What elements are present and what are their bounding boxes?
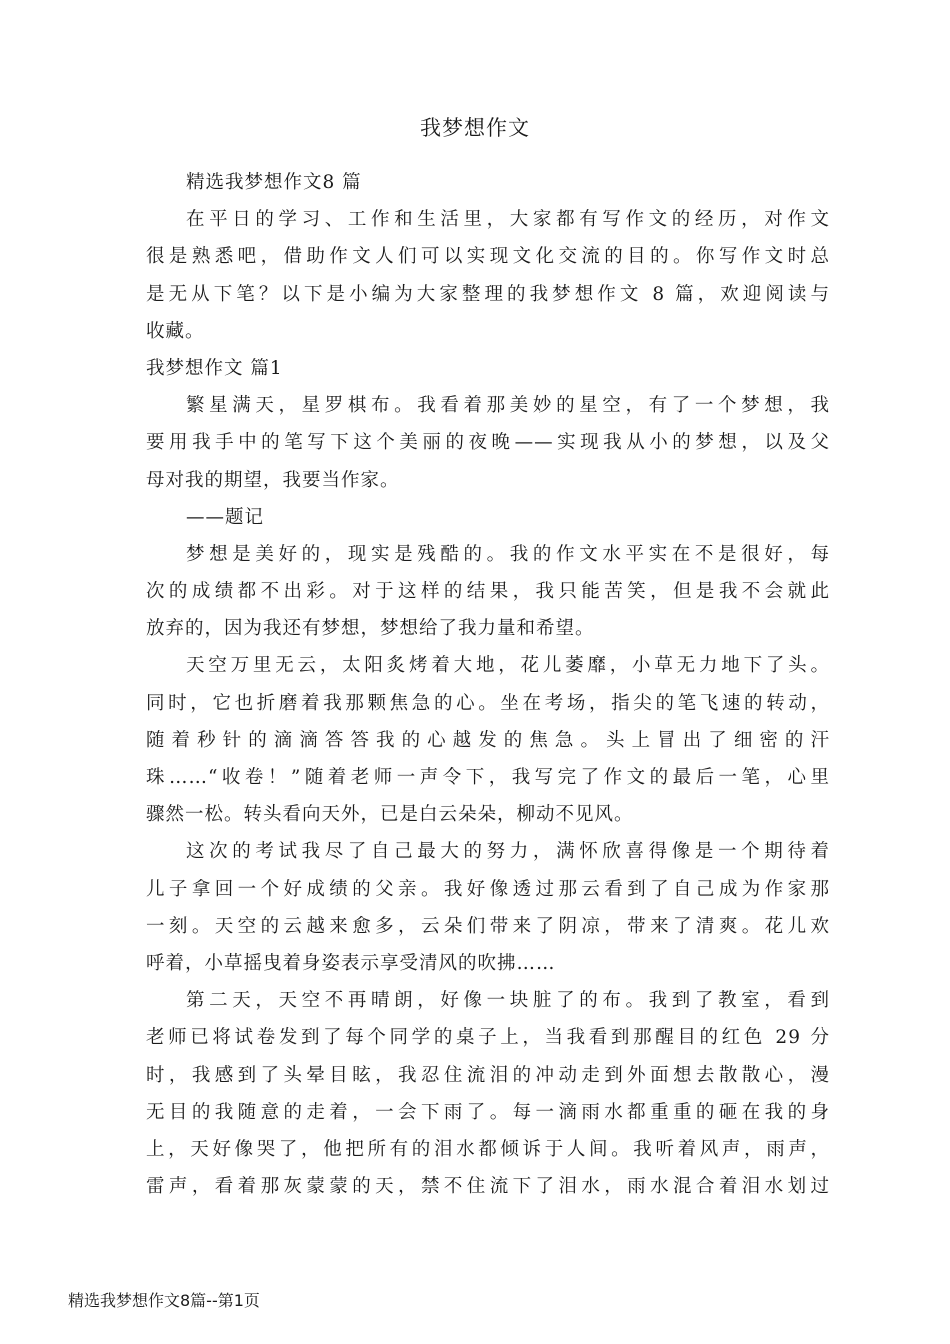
page-footer: 精选我梦想作文8篇--第1页 xyxy=(68,1291,260,1310)
paragraph-line: 随着秒针的滴滴答答我的心越发的焦急。头上冒出了细密的汗 xyxy=(146,729,830,751)
paragraph-line: 雷声，看着那灰蒙蒙的天，禁不住流下了泪水，雨水混合着泪水划过 xyxy=(146,1176,830,1198)
paragraph-line: 在平日的学习、工作和生活里，大家都有写作文的经历，对作文 xyxy=(186,209,830,231)
paragraph-line: 呼着，小草摇曳着身姿表示享受清风的吹拂…… xyxy=(146,952,556,974)
epigraph-line: ——题记 xyxy=(186,506,265,528)
paragraph-line: 时，我感到了头晕目眩，我忍住流泪的冲动走到外面想去散散心，漫 xyxy=(146,1064,830,1086)
paragraph-line: 天空万里无云，太阳炙烤着大地，花儿萎靡，小草无力地下了头。 xyxy=(186,655,830,677)
paragraph-line: 是无从下笔？以下是小编为大家整理的我梦想作文 8 篇，欢迎阅读与 xyxy=(146,283,830,305)
paragraph-line: 一刻。天空的云越来愈多，云朵们带来了阴凉，带来了清爽。花儿欢 xyxy=(146,915,830,937)
paragraph-line: 这次的考试我尽了自己最大的努力，满怀欣喜得像是一个期待着 xyxy=(186,841,830,863)
subtitle-line: 精选我梦想作文8 篇 xyxy=(186,172,362,193)
paragraph-line: 同时，它也折磨着我那颗焦急的心。坐在考场，指尖的笔飞速的转动， xyxy=(146,692,830,714)
section-heading: 我梦想作文 篇1 xyxy=(146,357,283,379)
document-body xyxy=(146,164,830,1205)
paragraph-line: 第二天，天空不再晴朗，好像一块脏了的布。我到了教室，看到 xyxy=(186,990,830,1012)
paragraph-line: 老师已将试卷发到了每个同学的桌子上，当我看到那醒目的红色 29 分 xyxy=(146,1027,830,1049)
paragraph-line: 繁星满天，星罗棋布。我看着那美妙的星空，有了一个梦想，我 xyxy=(186,395,830,417)
paragraph-line: 很是熟悉吧，借助作文人们可以实现文化交流的目的。你写作文时总 xyxy=(146,246,830,268)
document-title: 我梦想作文 xyxy=(420,116,530,140)
paragraph-line: 儿子拿回一个好成绩的父亲。我好像透过那云看到了自己成为作家那 xyxy=(146,878,830,900)
paragraph-line: 收藏。 xyxy=(146,320,205,342)
paragraph-line: 次的成绩都不出彩。对于这样的结果，我只能苦笑，但是我不会就此 xyxy=(146,581,830,603)
paragraph-line: 梦想是美好的，现实是残酷的。我的作文水平实在不是很好，每 xyxy=(186,543,830,565)
paragraph-line: 无目的我随意的走着，一会下雨了。每一滴雨水都重重的砸在我的身 xyxy=(146,1101,830,1123)
paragraph-line: 母对我的期望，我要当作家。 xyxy=(146,469,400,491)
paragraph-line: 骤然一松。转头看向天外，已是白云朵朵，柳动不见风。 xyxy=(146,804,634,826)
paragraph-line: 要用我手中的笔写下这个美丽的夜晚——实现我从小的梦想，以及父 xyxy=(146,432,830,454)
paragraph-line: 珠……“收卷！”随着老师一声令下，我写完了作文的最后一笔，心里 xyxy=(146,767,830,788)
paragraph-line: 上，天好像哭了，他把所有的泪水都倾诉于人间。我听着风声，雨声， xyxy=(146,1138,830,1160)
paragraph-line: 放弃的，因为我还有梦想，梦想给了我力量和希望。 xyxy=(146,618,595,640)
